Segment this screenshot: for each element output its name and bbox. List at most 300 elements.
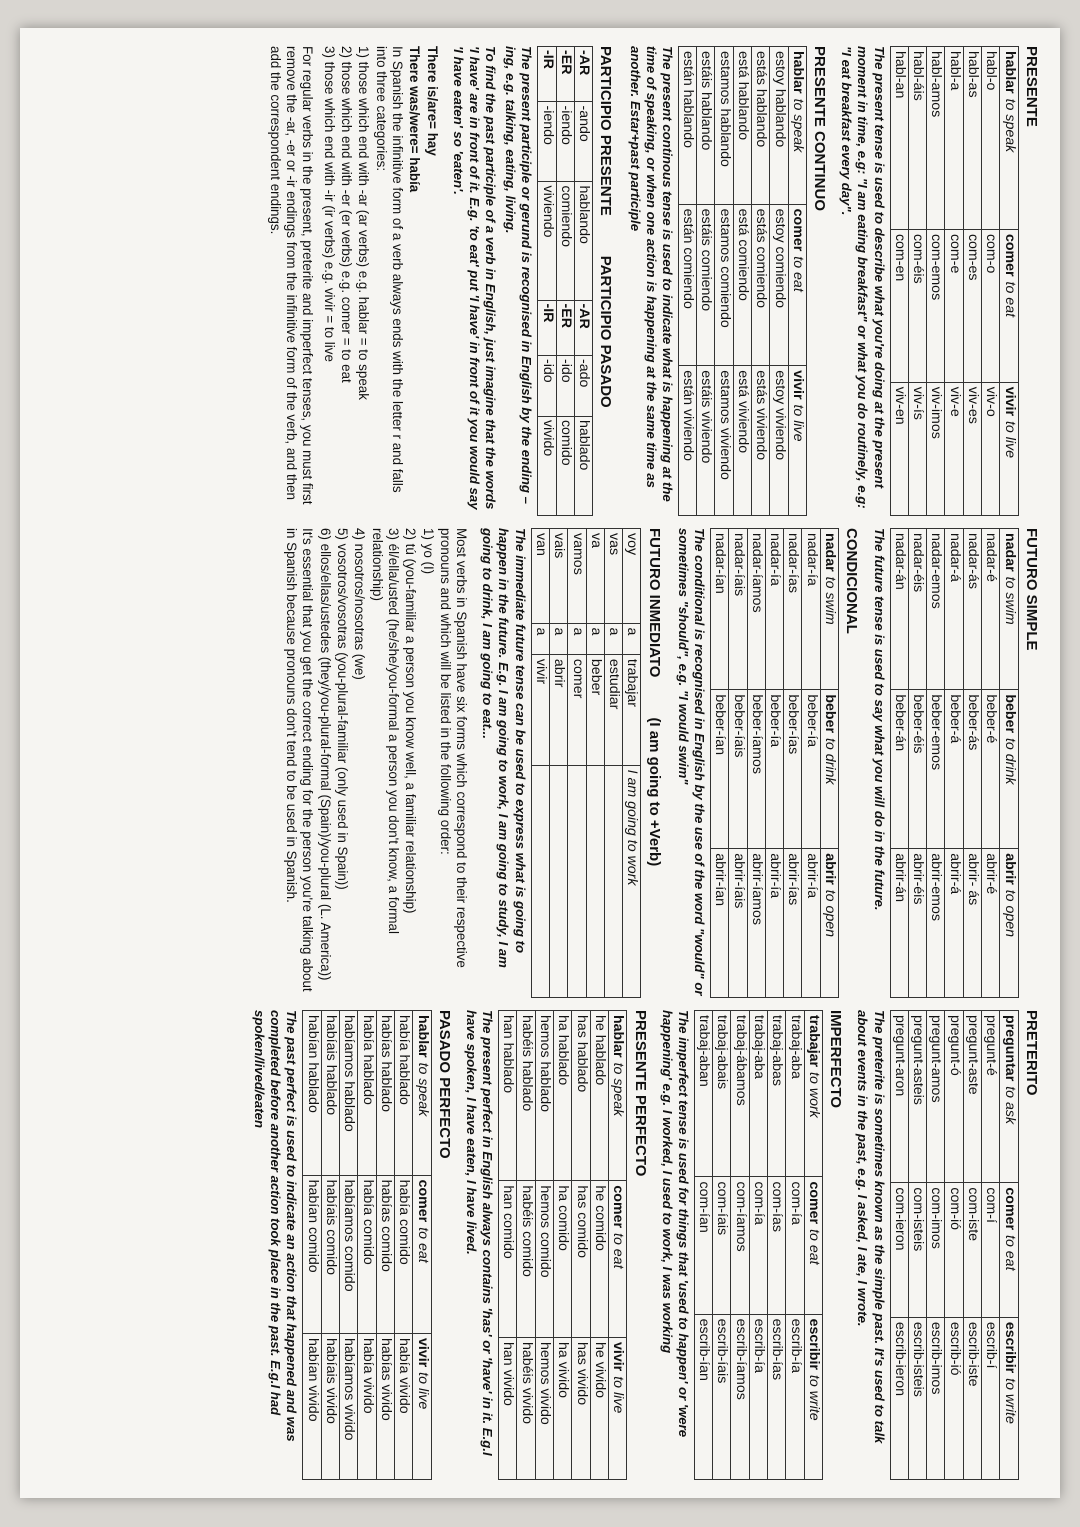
conjugation-table [694, 1010, 823, 1480]
table-cell: he vivido [590, 1338, 608, 1480]
table-cell: beber-emos [927, 690, 945, 849]
table-cell [604, 765, 622, 997]
table-cell: beber-ía [765, 690, 783, 849]
table-cell: beber-án [890, 690, 908, 849]
section-participios [450, 46, 617, 516]
table-cell: -iendo [538, 102, 556, 182]
header-english: to ask [1001, 1086, 1018, 1125]
section-futuro-inmediato [479, 528, 664, 998]
header-verb: preguntar [1001, 1015, 1018, 1082]
conjugation-table [678, 46, 807, 516]
table-cell: -ido [556, 355, 574, 416]
pronoun-el: 3) él/ella/usted (he/she/you-formal a person you don't know, a formal relationship) [369, 528, 401, 934]
table-row [535, 1011, 553, 1480]
table-cell: estáis hablando [697, 47, 715, 205]
table-cell: trabaj-abais [713, 1011, 731, 1177]
header-english: to swim [822, 576, 839, 625]
section-pronouns [283, 528, 470, 998]
section-pasado-perfecto [251, 1010, 453, 1480]
participle-table [537, 46, 593, 516]
table-cell: com-éis [908, 229, 926, 382]
table-cell: escrib-í [982, 1317, 1000, 1479]
header-verb: abrir [822, 853, 839, 885]
table-cell: nadar-ía [765, 529, 783, 690]
section-title: CONDICIONAL [843, 528, 861, 634]
table-cell: habéis hablado [517, 1011, 535, 1181]
table-cell [568, 765, 586, 997]
table-cell: habéis comido [517, 1181, 535, 1338]
table-cell: trabaj-abas [768, 1011, 786, 1177]
table-row [945, 529, 963, 998]
section-futuro-simple [870, 528, 1040, 998]
table-row [531, 529, 549, 998]
header-english: to live [789, 404, 806, 442]
table-row [982, 1011, 1000, 1480]
table-cell: nadar-ás [963, 529, 981, 690]
header-english: to write [1001, 1378, 1018, 1424]
participle-note-1: The present participle or gerund is recognised in English by the ending –ing, e.g. talking, eating, living. [503, 46, 535, 504]
conjugation-table [890, 528, 1019, 998]
header-verb: hablar [1001, 51, 1018, 94]
table-cell: beber-ás [963, 690, 981, 849]
table-cell: habías hablado [376, 1011, 394, 1176]
table-cell: está viviendo [733, 366, 751, 516]
table-cell: beber-ía [802, 690, 820, 849]
table-cell: abrir- ás [963, 849, 981, 998]
table-cell: com-isteis [908, 1183, 926, 1317]
table-cell: hemos comido [535, 1181, 553, 1338]
table-cell: habl-o [982, 47, 1000, 230]
table-cell: com-ió [945, 1183, 963, 1317]
section-note: The imperfect tense is used for things that 'used to happen' or 'were happening' e.g. I worked, I used to work, I was working [659, 1010, 691, 1438]
section-subtitle: (I am going to +Verb) [645, 717, 663, 867]
table-cell: com-emos [927, 229, 945, 382]
table-cell: van [531, 529, 549, 624]
section-note: The past perfect is used to indicate an action that happened and was completed before another action took place in the past. E.g.I had spoken/lived/eaten [252, 1010, 300, 1442]
table-cell: beber-íamos [747, 690, 765, 849]
conjugation-table [890, 1010, 1019, 1480]
table-cell: estoy hablando [770, 47, 788, 205]
section-title: PRESENTE CONTINUO [811, 46, 829, 212]
table-cell: está comiendo [733, 204, 751, 366]
table-cell: había vivido [395, 1333, 413, 1479]
conjugation-table [498, 1010, 627, 1480]
table-row [574, 47, 592, 516]
table-cell: has hablado [572, 1011, 590, 1181]
header-verb: vivir [414, 1337, 431, 1368]
table-cell: abrir-á [945, 849, 963, 998]
table-cell: viv-e [945, 382, 963, 515]
table-cell: han comido [499, 1181, 517, 1338]
table-row [733, 47, 751, 516]
table-cell: abrir-íais [729, 849, 747, 998]
table-cell: está hablando [733, 47, 751, 205]
table-cell: beber-á [945, 690, 963, 849]
header-verb: escribir [1001, 1321, 1018, 1374]
table-row [604, 529, 622, 998]
table-cell: trabaj-aba [749, 1011, 767, 1177]
table-cell: nadar-ías [784, 529, 802, 690]
table-row [927, 529, 945, 998]
table-row [890, 47, 908, 516]
table-cell: habíais vivido [321, 1333, 339, 1479]
table-cell: estás hablando [752, 47, 770, 205]
header-verb: vivir [789, 370, 806, 400]
table-cell [549, 765, 567, 997]
table-row [945, 47, 963, 516]
infinitive-paragraph: In Spanish the infinitive form of a verb always ends with the letter r and falls into three categories: [373, 46, 406, 493]
table-cell: abrir [549, 654, 567, 765]
table-cell [531, 765, 549, 997]
header-verb: beber [822, 694, 839, 733]
table-cell: beber-é [982, 690, 1000, 849]
table-cell: -AR [574, 47, 592, 102]
table-cell: -ando [574, 102, 592, 182]
header-english: to live [414, 1372, 431, 1410]
section-general-notes [266, 46, 439, 516]
table-cell: -ido [538, 355, 556, 416]
title-participio-presente: PARTICIPIO PRESENTE [597, 46, 615, 216]
header-english: to speak [789, 98, 806, 153]
table-cell: nadar-ía [802, 529, 820, 690]
table-cell: hemos hablado [535, 1011, 553, 1181]
table-cell: pregunt-asteis [908, 1011, 926, 1183]
table-cell: ha vivido [554, 1338, 572, 1480]
table-cell: abrir-emos [927, 849, 945, 998]
section-presente-perfecto [463, 1010, 649, 1480]
table-cell: beber [586, 654, 604, 765]
grammar-sheet [20, 28, 1060, 1498]
table-cell: vais [549, 529, 567, 624]
table-row [908, 47, 926, 516]
table-cell: abrir-ía [765, 849, 783, 998]
table-cell: -AR [574, 300, 592, 355]
table-cell: escrib-ías [768, 1314, 786, 1479]
section-note: The present perfect in English always contains 'has' or 'have' in it. E.g.I have spoken, I have eaten, I have lived. [464, 1010, 496, 1456]
table-cell: habías comido [376, 1175, 394, 1333]
table-row [890, 529, 908, 998]
table-cell: voy [623, 529, 641, 624]
table-cell: hemos vivido [535, 1338, 553, 1480]
table-cell: habían comido [303, 1175, 321, 1333]
table-cell: com-es [963, 229, 981, 382]
header-verb: vivir [1001, 386, 1018, 416]
table-cell: nadar-éis [908, 529, 926, 690]
table-cell [586, 765, 604, 997]
table-cell: trabaj-ábamos [731, 1011, 749, 1177]
table-cell: había hablado [358, 1011, 376, 1176]
header-verb: comer [806, 1181, 823, 1225]
table-cell: habían hablado [303, 1011, 321, 1176]
section-presente [838, 46, 1040, 516]
table-cell: a [623, 623, 641, 654]
table-row [590, 1011, 608, 1480]
table-cell: escrib-íais [713, 1314, 731, 1479]
table-cell: I am going to work [623, 765, 641, 997]
table-cell: pregunt-aron [890, 1011, 908, 1183]
participle-headers [593, 46, 616, 516]
table-cell: nadar-íamos [747, 529, 765, 690]
table-cell: viviendo [538, 182, 556, 300]
table-row [729, 529, 747, 998]
table-cell: com-ías [768, 1177, 786, 1314]
table-cell: habl-áis [908, 47, 926, 230]
table-cell: estoy viviendo [770, 366, 788, 516]
header-english: to speak [610, 1062, 627, 1117]
header-verb: hablar [789, 51, 806, 94]
table-cell: abrir-ías [784, 849, 802, 998]
table-cell: nadar-á [945, 529, 963, 690]
table-cell: estamos comiendo [715, 204, 733, 366]
table-cell: habíais comido [321, 1175, 339, 1333]
header-english: to write [806, 1374, 823, 1421]
table-row [768, 1011, 786, 1480]
table-row [945, 1011, 963, 1480]
table-row [376, 1011, 394, 1480]
table-cell: nadar-án [890, 529, 908, 690]
table-cell: han vivido [499, 1338, 517, 1480]
table-cell: trabaj-aba [786, 1011, 804, 1177]
section-title: PASADO PERFECTO [435, 1010, 453, 1159]
conjugation-table [303, 1010, 432, 1480]
table-row [572, 1011, 590, 1480]
table-cell: estáis viviendo [697, 366, 715, 516]
header-english: to open [1001, 889, 1018, 938]
table-row [623, 529, 641, 998]
table-cell: com-íais [713, 1177, 731, 1314]
header-verb: nadar [822, 533, 839, 572]
table-cell: viv-en [890, 382, 908, 515]
table-row [963, 47, 981, 516]
table-row [765, 529, 783, 998]
header-verb: beber [1001, 694, 1018, 733]
table-cell: vas [604, 529, 622, 624]
table-cell: -ado [574, 355, 592, 416]
table-row [303, 1011, 321, 1480]
section-title: PRESENTE [1023, 46, 1040, 127]
table-cell: nadar-ían [710, 529, 728, 690]
table-cell: -iendo [556, 102, 574, 182]
table-cell: escrib-ían [694, 1314, 712, 1479]
table-row [358, 1011, 376, 1480]
header-verb: comer [610, 1185, 627, 1229]
table-cell: com-ía [786, 1177, 804, 1314]
table-cell: habl-a [945, 47, 963, 230]
table-cell: había hablado [395, 1011, 413, 1176]
column-1 [34, 46, 1042, 516]
table-row [963, 1011, 981, 1480]
table-cell: estáis comiendo [697, 204, 715, 366]
title-participio-pasado: PARTICIPIO PASADO [597, 255, 615, 408]
header-english: to drink [822, 737, 839, 785]
table-cell: viv-ís [908, 382, 926, 515]
table-row [731, 1011, 749, 1480]
section-note: The preterite is sometimes known as the simple past. It's used to talk about events in the past, e.g. I asked, I ate, I wrote. [855, 1010, 887, 1444]
table-row [568, 529, 586, 998]
table-cell: com-iste [963, 1183, 981, 1317]
column-3 [34, 1010, 1042, 1480]
table-cell: han hablado [499, 1011, 517, 1181]
header-verb: nadar [1001, 533, 1018, 572]
table-cell: -ER [556, 47, 574, 102]
table-cell: habl-as [963, 47, 981, 230]
table-cell: com-imos [927, 1183, 945, 1317]
table-cell: había vivido [358, 1333, 376, 1479]
table-row [890, 1011, 908, 1480]
table-row [499, 1011, 517, 1480]
section-note: The immediate future tense can be used to express what is going to happen in the future. E.g. I am going to work, I am going to study, I am going to drink, I am going to eat... [480, 528, 528, 968]
header-english: to speak [414, 1062, 431, 1117]
table-cell: estudiar [604, 654, 622, 765]
table-cell: has vivido [572, 1338, 590, 1480]
table-row [784, 529, 802, 998]
table-cell: escrib-ió [945, 1317, 963, 1479]
section-note: The present tense is used to describe what you're doing at the present moment in time, e.g: "I am eating breakfast" or what you do routinely, e.g: "I eat breakfast every day". [839, 46, 887, 509]
header-english: to eat [789, 256, 806, 292]
table-cell: viv-o [982, 382, 1000, 515]
table-cell: comido [556, 416, 574, 515]
pronouns-closing: It's essential that you get the correct ending for the person you're talking about in Spanish because pronouns don't tend to be used in Spanish. [283, 528, 316, 992]
table-row [786, 1011, 804, 1480]
table-cell: escrib-ía [749, 1314, 767, 1479]
table-cell: a [531, 623, 549, 654]
table-cell: beber-éis [908, 690, 926, 849]
table-cell: escrib-íamos [731, 1314, 749, 1479]
table-row [538, 47, 556, 516]
header-english: to work [806, 1072, 823, 1118]
table-row [927, 47, 945, 516]
section-imperfecto [659, 1010, 845, 1480]
table-row [697, 47, 715, 516]
section-title: PRESENTE PERFECTO [631, 1010, 649, 1177]
table-row [321, 1011, 339, 1480]
table-row [710, 529, 728, 998]
table-cell: com-í [982, 1183, 1000, 1317]
futuro-inmediato-table [531, 528, 642, 998]
futuro-inmediato-header [641, 528, 664, 998]
section-note: The conditional is recognised in English by the use of the word "would" or sometimes "should", e.g. "I would swim" [675, 528, 707, 996]
table-row [694, 1011, 712, 1480]
table-row [340, 1011, 358, 1480]
table-cell: habíamos comido [340, 1175, 358, 1333]
header-english: to eat [610, 1233, 627, 1269]
table-cell: -IR [538, 47, 556, 102]
table-cell: estamos hablando [715, 47, 733, 205]
table-row [963, 529, 981, 998]
table-cell: estoy comiendo [770, 204, 788, 366]
pronoun-vosotros: 5) vosotros/vosotras (you-plural-familiar (only used in Spain)) [334, 528, 350, 890]
table-cell: beber-ían [710, 690, 728, 849]
table-row [715, 47, 733, 516]
table-cell: beber-íais [729, 690, 747, 849]
table-row [908, 1011, 926, 1480]
table-cell: están hablando [678, 47, 696, 205]
table-cell: escrib-ieron [890, 1317, 908, 1479]
pronouns-intro: Most verbs in Spanish have six forms which correspond to their respective pronouns and which will be listed in the following order: [437, 528, 470, 968]
section-presente-continuo [626, 46, 828, 516]
table-cell: com-en [890, 229, 908, 382]
table-cell: he hablado [590, 1011, 608, 1181]
table-cell: abrir-ía [802, 849, 820, 998]
table-cell: habl-amos [927, 47, 945, 230]
table-cell: había comido [395, 1175, 413, 1333]
header-english: to eat [1001, 281, 1018, 318]
header-verb: escribir [806, 1318, 823, 1370]
table-cell: trabajar [623, 654, 641, 765]
table-cell: has comido [572, 1181, 590, 1338]
table-cell: abrir-án [890, 849, 908, 998]
table-cell: hablando [574, 182, 592, 300]
header-english: to swim [1001, 576, 1018, 625]
header-english: to live [1001, 420, 1018, 459]
table-cell: com-o [982, 229, 1000, 382]
table-cell: están comiendo [678, 204, 696, 366]
table-row [395, 1011, 413, 1480]
table-cell: pregunt-é [982, 1011, 1000, 1183]
table-cell: escrib-imos [927, 1317, 945, 1479]
table-cell: ha comido [554, 1181, 572, 1338]
header-verb: trabajar [806, 1015, 823, 1068]
table-cell: he comido [590, 1181, 608, 1338]
header-english: to eat [806, 1229, 823, 1265]
header-english: to open [822, 889, 839, 938]
header-english: to eat [1001, 1235, 1018, 1271]
table-cell: habías vivido [376, 1333, 394, 1479]
table-row [517, 1011, 535, 1480]
pronoun-yo: 1) yo (I) [420, 528, 436, 575]
infinitive-ir: 3) those which end with -ir (ir verbs) e.g. vivir = to live [321, 46, 337, 362]
table-cell: vivir [531, 654, 549, 765]
table-cell: hablado [574, 416, 592, 515]
table-cell: habíamos vivido [340, 1333, 358, 1479]
section-title: PRETERITO [1023, 1010, 1040, 1096]
table-row [749, 1011, 767, 1480]
table-cell: escrib-ía [786, 1314, 804, 1479]
header-verb: comer [1001, 233, 1018, 277]
table-cell: había comido [358, 1175, 376, 1333]
table-cell: va [586, 529, 604, 624]
section-note: The future tense is used to say what you will do in the future. [871, 528, 887, 911]
table-row [982, 47, 1000, 516]
table-cell: habl-an [890, 47, 908, 230]
conjugation-table [710, 528, 839, 998]
table-cell: beber-ías [784, 690, 802, 849]
table-cell: vivido [538, 416, 556, 515]
section-title: FUTURO SIMPLE [1023, 528, 1040, 651]
table-cell: habíamos hablado [340, 1011, 358, 1176]
there-is-line: There is/are= hay [424, 46, 440, 156]
header-verb: abrir [1001, 853, 1018, 885]
header-verb: vivir [610, 1342, 627, 1372]
table-cell: habéis vivido [517, 1338, 535, 1480]
table-cell: ha hablado [554, 1011, 572, 1181]
table-cell: comiendo [556, 182, 574, 300]
table-cell: abrir-ían [710, 849, 728, 998]
header-verb: hablar [414, 1015, 431, 1058]
table-row [752, 47, 770, 516]
table-cell: trabaj-aban [694, 1011, 712, 1177]
table-row [549, 529, 567, 998]
table-cell: nadar-é [982, 529, 1000, 690]
table-cell: com-íamos [731, 1177, 749, 1314]
table-row [927, 1011, 945, 1480]
infinitive-er: 2) those which end with -er (er verbs) e.g. comer = to eat [339, 46, 355, 383]
table-cell: vamos [568, 529, 586, 624]
table-cell: a [549, 623, 567, 654]
table-cell: pregunt-ó [945, 1011, 963, 1183]
table-cell: com-e [945, 229, 963, 382]
table-row [908, 529, 926, 998]
